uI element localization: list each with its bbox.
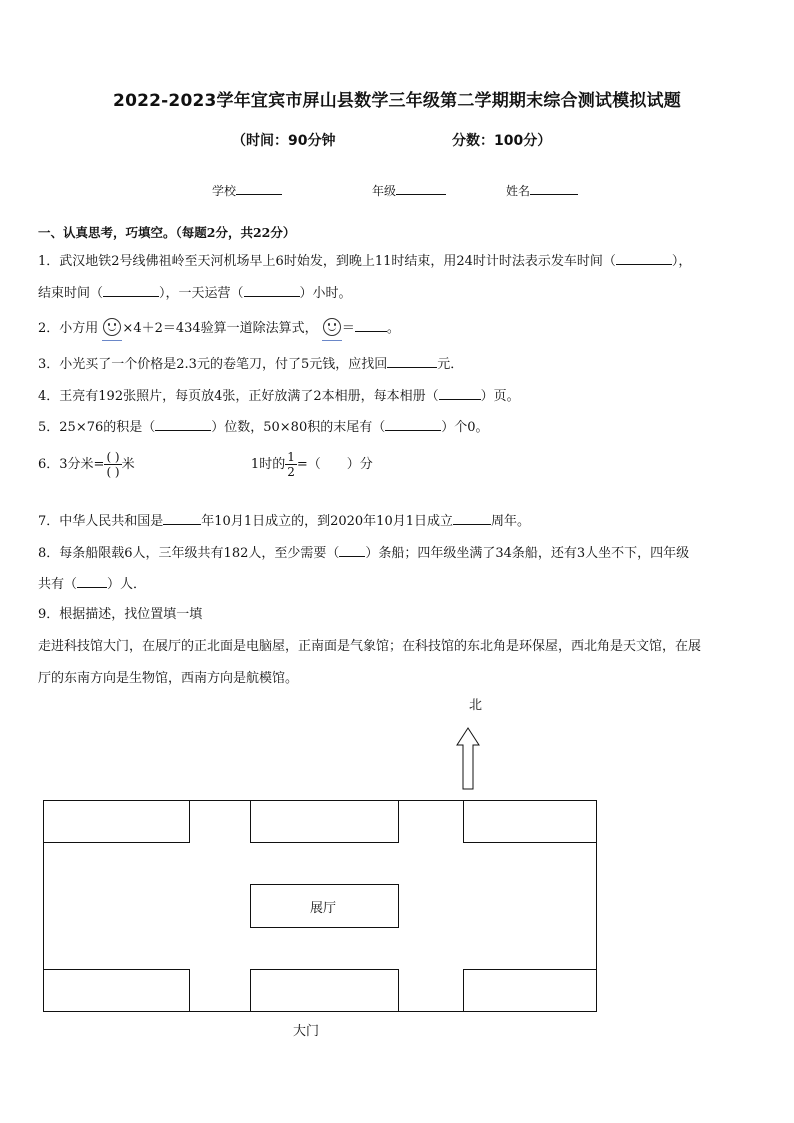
q1-text-c: 结束时间（	[38, 286, 104, 301]
question-9-desc-1: 走进科技馆大门，在展厅的正北面是电脑屋，正南面是气象馆；在科技馆的东北角是环保屋，西北角是天文馆，在展	[38, 639, 702, 654]
q5-blank-zeros[interactable]	[385, 418, 441, 431]
score-label: 分数：100分）	[452, 133, 552, 149]
q2-blank[interactable]	[355, 319, 387, 332]
q5-text-a: 5．25×76的积是（	[38, 420, 156, 435]
q1-text-d: ），一天运营（	[159, 286, 244, 301]
question-3	[38, 353, 463, 372]
smiley-face-icon	[323, 318, 341, 336]
question-9-desc-2: 厅的东南方向是生物馆，西南方向是航模馆。	[38, 671, 299, 686]
smiley-face-icon	[103, 318, 121, 336]
exhibition-hall-label: 展厅	[310, 901, 337, 916]
q6-text-e: ）分	[346, 457, 373, 472]
question-1-line-1	[38, 250, 691, 269]
northwest-slot[interactable]	[43, 800, 190, 843]
q1-text-a: 1．武汉地铁2号线佛祖岭至天河机场早上6时始发，到晚上11时结束，用24时计时法表示发车时间（	[38, 254, 616, 269]
name-blank[interactable]	[530, 182, 578, 195]
north-label: 北	[469, 698, 483, 713]
northeast-slot[interactable]	[463, 800, 597, 843]
question-8-line-1	[38, 542, 689, 561]
southwest-slot[interactable]	[43, 969, 190, 1012]
q2-text-b: ×4＋2＝434验算一道除法算式，	[122, 321, 318, 336]
north-slot[interactable]	[250, 800, 399, 843]
half-numerator: 1	[287, 450, 295, 464]
q6-fraction-denominator[interactable]: ( )	[106, 465, 120, 479]
grade-field	[372, 182, 446, 199]
q7-blank-years[interactable]	[453, 512, 491, 525]
grade-label: 年级	[372, 184, 397, 198]
school-field	[212, 182, 282, 199]
question-1-line-2	[38, 282, 352, 301]
q8-text-d: ）人．	[107, 577, 147, 592]
q7-text-c: 周年。	[491, 514, 531, 529]
q8-blank-boats[interactable]	[339, 544, 365, 557]
name-label: 姓名	[506, 184, 531, 198]
question-8-line-2	[38, 573, 146, 592]
half-denominator: 2	[287, 465, 295, 479]
q8-text-b: ）条船；四年级坐满了34条船，还有3人坐不下，四年级	[365, 546, 690, 561]
q2-text-d: 。	[386, 321, 400, 336]
q6-text-b: 米	[121, 457, 135, 472]
south-slot[interactable]	[250, 969, 399, 1012]
q7-text-a: 7．中华人民共和国是	[38, 514, 164, 529]
q1-blank-end[interactable]	[103, 284, 159, 297]
question-9-title: 9．根据描述，找位置填一填	[38, 607, 203, 622]
q4-text-a: 4．王亮有192张照片，每页放4张，正好放满了2本相册，每本相册（	[38, 389, 439, 404]
q5-text-b: ）位数，50×80积的末尾有（	[211, 420, 386, 435]
q8-text-c: 共有（	[38, 577, 78, 592]
page-title: 2022-2023学年宜宾市屏山县数学三年级第二学期期末综合测试模拟试题	[113, 91, 681, 111]
question-5	[38, 416, 489, 435]
north-arrow-icon	[456, 727, 480, 791]
name-field	[506, 182, 578, 199]
q8-text-a: 8．每条船限载6人，三年级共有182人，至少需要（	[38, 546, 340, 561]
school-label: 学校	[212, 184, 237, 198]
q3-text-a: 3．小光买了一个价格是2.3元的卷笔刀，付了5元钱，应找回	[38, 357, 388, 372]
q1-text-e: ）小时。	[299, 286, 352, 301]
q5-text-c: ）个0。	[441, 420, 489, 435]
question-7	[38, 510, 530, 529]
grade-blank[interactable]	[396, 182, 446, 195]
time-label: （时间：90分钟	[232, 133, 336, 149]
q8-blank-people[interactable]	[77, 575, 107, 588]
section-heading: 一、认真思考，巧填空。（每题2分，共22分）	[38, 225, 296, 240]
q6-text-a: 6．3分米=	[38, 457, 105, 472]
q2-text-a: 2．小方用	[38, 321, 99, 336]
gate-label: 大门	[293, 1024, 320, 1039]
q1-text-b: ），	[671, 254, 692, 269]
q3-text-b: 元．	[437, 357, 464, 372]
q4-blank[interactable]	[439, 387, 481, 400]
q4-text-b: ）页。	[480, 389, 520, 404]
q6-fraction-half	[285, 450, 297, 479]
question-2	[38, 317, 400, 336]
q6-fraction-numerator[interactable]: ( )	[106, 450, 120, 464]
q1-blank-hours[interactable]	[244, 284, 300, 297]
q7-blank-year[interactable]	[163, 512, 201, 525]
southeast-slot[interactable]	[463, 969, 597, 1012]
question-6	[38, 450, 373, 479]
q3-blank[interactable]	[387, 355, 437, 368]
q2-text-c: ＝	[341, 321, 355, 336]
q6-fraction[interactable]	[104, 450, 121, 479]
question-4	[38, 385, 520, 404]
q1-blank-start[interactable]	[616, 252, 672, 265]
school-blank[interactable]	[236, 182, 282, 195]
q7-text-b: 年10月1日成立的，到2020年10月1日成立	[201, 514, 453, 529]
q6-text-d: =（	[296, 457, 321, 472]
q6-text-c: 1时的	[250, 457, 286, 472]
q5-blank-digits[interactable]	[155, 418, 211, 431]
